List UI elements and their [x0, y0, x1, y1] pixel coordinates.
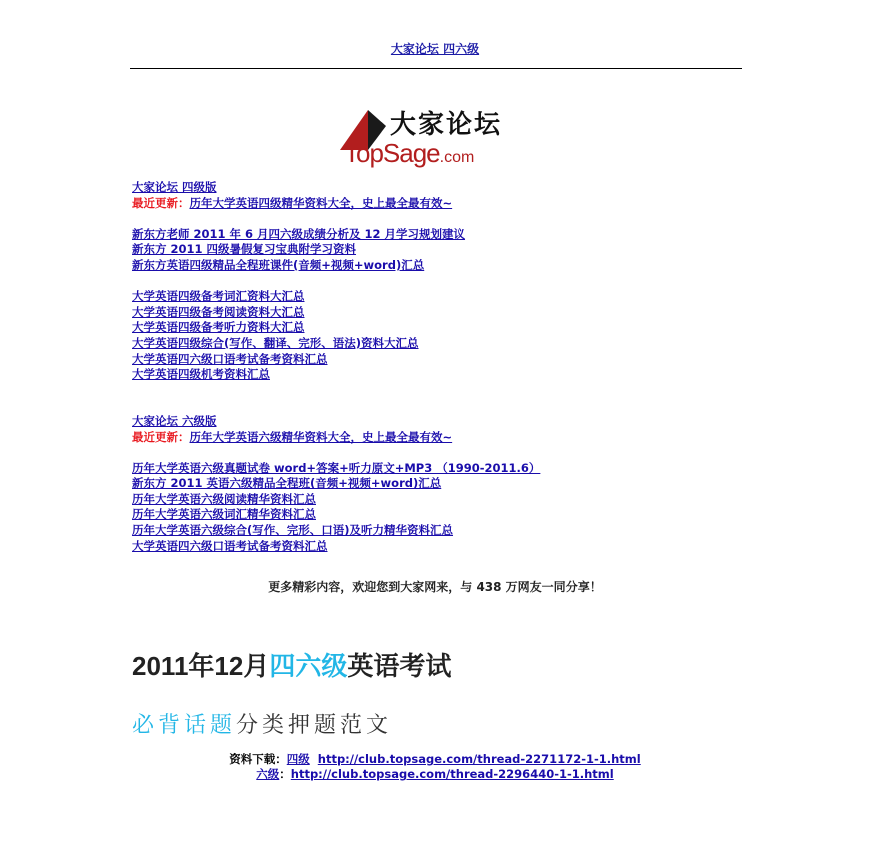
- cet6-link[interactable]: 新东方 2011 英语六级精品全程班(音频+视频+word)汇总: [132, 476, 442, 491]
- cet4-link[interactable]: 大学英语四级备考听力资料大汇总: [132, 320, 305, 335]
- cet6-section-link[interactable]: 大家论坛 六级版: [132, 413, 217, 428]
- logo-en-text: TopSage.com: [344, 138, 475, 168]
- cet6-download-url[interactable]: http://club.topsage.com/thread-2296440-1-1.html: [290, 767, 614, 781]
- page-header: [0, 40, 870, 57]
- cet6-link[interactable]: 历年大学英语六级综合(写作、完形、口语)及听力精华资料汇总: [132, 523, 454, 538]
- download-label: 资料下载：: [229, 752, 287, 766]
- cet6-link[interactable]: 大学英语四六级口语考试备考资料汇总: [132, 538, 328, 553]
- cet6-update-link[interactable]: 历年大学英语六级精华资料大全，史上最全最有效~: [189, 429, 453, 444]
- title-highlight: 四六级: [269, 651, 348, 681]
- cet6-link[interactable]: 历年大学英语六级真题试卷 word+答案+听力原文+MP3 （1990-2011.6）: [132, 460, 541, 475]
- page-title: 2011年12月四六级英语考试: [132, 651, 452, 681]
- topsage-logo: [338, 104, 518, 168]
- cet4-download-link[interactable]: 四级: [286, 752, 310, 766]
- cet4-link[interactable]: 大学英语四级综合(写作、翻译、完形、语法)资料大汇总: [132, 335, 419, 350]
- cet4-update-label: 最近更新：: [132, 195, 190, 210]
- cet4-link[interactable]: 大学英语四级备考阅读资料大汇总: [132, 304, 305, 319]
- cet4-link[interactable]: 大学英语四级机考资料汇总: [132, 367, 270, 382]
- page-subtitle: 必背话题分类押题范文: [132, 713, 393, 738]
- cet6-link[interactable]: 历年大学英语六级词汇精华资料汇总: [132, 507, 316, 522]
- header-forum-link[interactable]: 大家论坛 四六级: [390, 42, 480, 56]
- share-text: 更多精彩内容，欢迎您到大家网来，与 438 万网友一同分享！: [268, 580, 602, 594]
- cet4-link[interactable]: 新东方 2011 四级暑假复习宝典附学习资料: [132, 242, 357, 257]
- download-section: 资料下载：四级 http://club.topsage.com/thread-2271172-1-1.html 六级：http://club.topsage.com/thread-2296440-1-1.html: [229, 752, 641, 781]
- cet4-link[interactable]: 新东方英语四级精品全程班课件(音频+视频+word)汇总: [132, 257, 425, 272]
- cet4-link[interactable]: 大学英语四六级口语考试备考资料汇总: [132, 351, 328, 366]
- cet6-link[interactable]: 历年大学英语六级阅读精华资料汇总: [132, 491, 316, 506]
- cet4-section-link[interactable]: 大家论坛 四级版: [132, 180, 217, 194]
- cet4-update-link[interactable]: 历年大学英语四级精华资料大全，史上最全最有效~: [189, 195, 453, 210]
- cet4-link[interactable]: 大学英语四级备考词汇资料大汇总: [132, 289, 305, 304]
- cet4-download-url[interactable]: http://club.topsage.com/thread-2271172-1-1.html: [317, 752, 641, 766]
- subtitle-highlight: 必背话题: [132, 713, 237, 738]
- resource-links: [132, 180, 540, 554]
- cet6-download-link[interactable]: 六级: [256, 767, 280, 781]
- logo-cn-text: 大家论坛: [390, 110, 503, 140]
- cet6-update-label: 最近更新：: [132, 429, 190, 444]
- header-divider: [130, 68, 742, 69]
- cet4-link[interactable]: 新东方老师 2011 年 6 月四六级成绩分析及 12 月学习规划建议: [132, 226, 466, 241]
